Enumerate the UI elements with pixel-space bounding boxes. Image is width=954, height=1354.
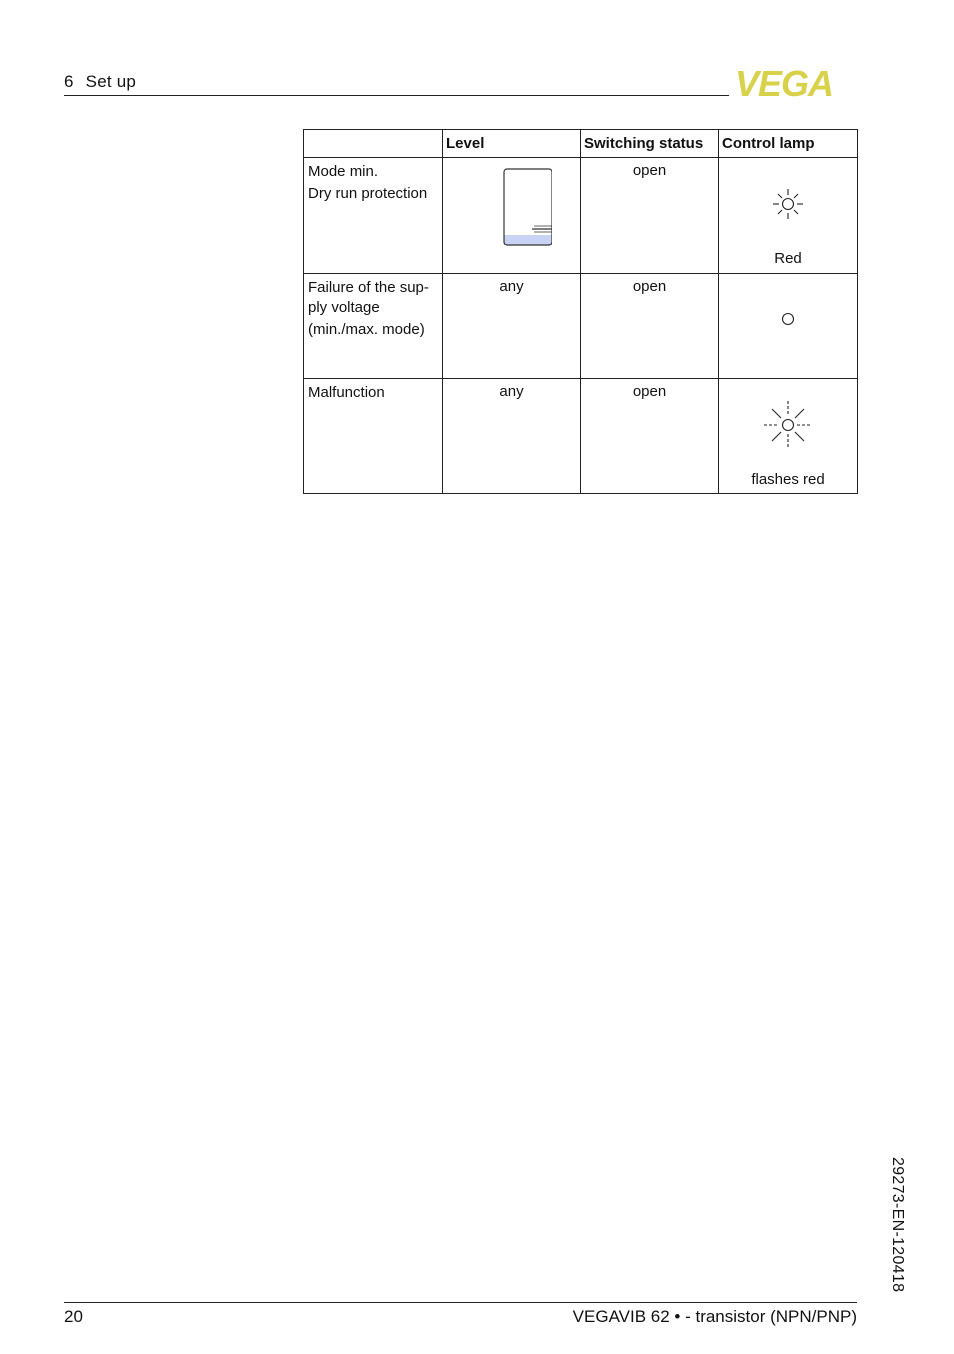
switching-status-cell: open — [581, 379, 719, 494]
lamp-flashing-icon — [762, 399, 814, 451]
condition-cell — [304, 379, 443, 494]
condition-cell — [304, 158, 443, 274]
lamp-off-icon — [780, 311, 796, 327]
footer-document-title: VEGAVIB 62 • - transistor (NPN/PNP) — [572, 1307, 857, 1326]
vega-logo — [735, 66, 859, 98]
control-lamp-cell — [719, 158, 858, 274]
level-cell — [443, 158, 581, 274]
condition-line: Failure of the sup- — [308, 279, 429, 296]
switching-status-cell: open — [581, 274, 719, 379]
condition-line: Mode min. — [308, 163, 379, 180]
section-title: Set up — [85, 72, 137, 91]
switching-status-cell: open — [581, 158, 719, 274]
column-header-level: Level — [443, 130, 581, 158]
condition-line: (min./max. mode) — [308, 321, 425, 338]
table-row — [304, 379, 858, 494]
header-rule — [64, 95, 729, 96]
table-row — [304, 274, 858, 379]
lamp-label: Red — [774, 250, 802, 267]
level-cell: any — [443, 274, 581, 379]
column-header-control-lamp: Control lamp — [719, 130, 858, 158]
footer-rule — [64, 1302, 857, 1303]
condition-cell — [304, 274, 443, 379]
control-lamp-cell — [719, 379, 858, 494]
lamp-label: flashes red — [751, 471, 825, 488]
level-cell: any — [443, 379, 581, 494]
section-number: 6 — [64, 72, 74, 91]
lamp-lit-icon — [770, 186, 806, 222]
column-header-switching-status: Switching status — [581, 130, 719, 158]
switching-status-table — [303, 129, 858, 494]
condition-line: Malfunction — [308, 384, 385, 401]
column-header-condition — [304, 130, 443, 158]
logo-text: VEGA — [735, 66, 834, 98]
section-heading — [64, 72, 136, 92]
tank-with-sensor-low-level-icon — [472, 165, 552, 249]
control-lamp-cell — [719, 274, 858, 379]
page-number: 20 — [64, 1307, 83, 1326]
document-id-label: 29273-EN-120418 — [889, 1157, 906, 1293]
condition-line: ply voltage — [308, 299, 380, 316]
table-row — [304, 158, 858, 274]
table-header-row — [304, 130, 858, 158]
condition-line: Dry run protection — [308, 185, 428, 202]
